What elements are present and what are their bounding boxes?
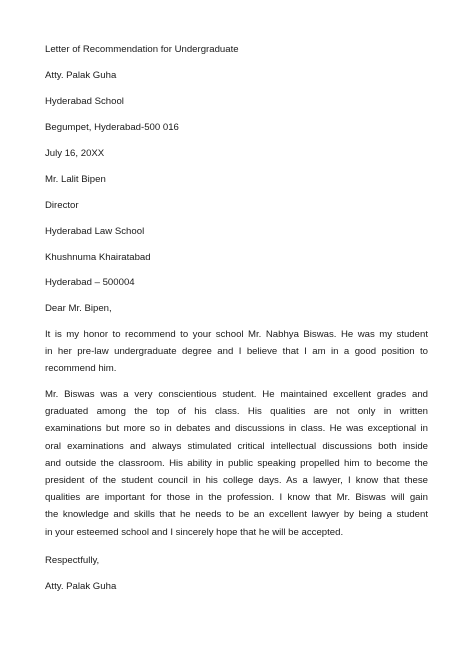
recipient-title: Director (45, 200, 79, 211)
paragraph-1-line: It is my honor to recommend to your school Mr. Nabhya Biswas. He was my student (45, 329, 428, 340)
paragraph-2-line: qualities are important for those in the profession. I know that Mr. Biswas will gain (45, 492, 428, 504)
recipient-street: Khushnuma Khairatabad (45, 252, 151, 263)
sender-school: Hyderabad School (45, 96, 124, 107)
paragraph-1-line: in her pre-law undergraduate degree and I believe that I am in a good position to (45, 346, 428, 358)
paragraph-2-line: president of the student council in his college days. As a lawyer, I know that these (45, 475, 428, 487)
salutation: Dear Mr. Bipen, (45, 303, 112, 314)
paragraph-2-line: examinations but more so in debates and discussions in class. He was exceptional in (45, 423, 428, 435)
letter-heading: Letter of Recommendation for Undergraduate (45, 44, 239, 55)
recipient-city: Hyderabad – 500004 (45, 277, 135, 288)
sender-address: Begumpet, Hyderabad-500 016 (45, 122, 179, 133)
paragraph-2-line: and outside the classroom. His ability in public speaking propelled him to become the (45, 457, 428, 469)
recipient-name: Mr. Lalit Bipen (45, 174, 106, 185)
paragraph-1-line: recommend him. (45, 363, 117, 375)
signature: Atty. Palak Guha (45, 581, 117, 592)
paragraph-2-line: graduated among the top of his class. His qualities are not only in written (45, 406, 428, 418)
recipient-school: Hyderabad Law School (45, 226, 145, 237)
paragraph-2 (45, 386, 428, 541)
letter-date: July 16, 20XX (45, 148, 105, 159)
paragraph-1 (45, 326, 428, 378)
paragraph-2-line: oral examinations and always stimulated critical intellectual discussions both inside (45, 440, 428, 452)
closing: Respectfully, (45, 555, 100, 566)
paragraph-2-line: Mr. Biswas was a very conscientious student. He maintained excellent grades and (45, 389, 428, 400)
paragraph-2-line: in your esteemed school and I sincerely hope that he will be accepted. (45, 526, 344, 538)
sender-name: Atty. Palak Guha (45, 70, 117, 81)
paragraph-2-line: the knowledge and skills that he needs to be an excellent lawyer by being a student (45, 509, 428, 521)
